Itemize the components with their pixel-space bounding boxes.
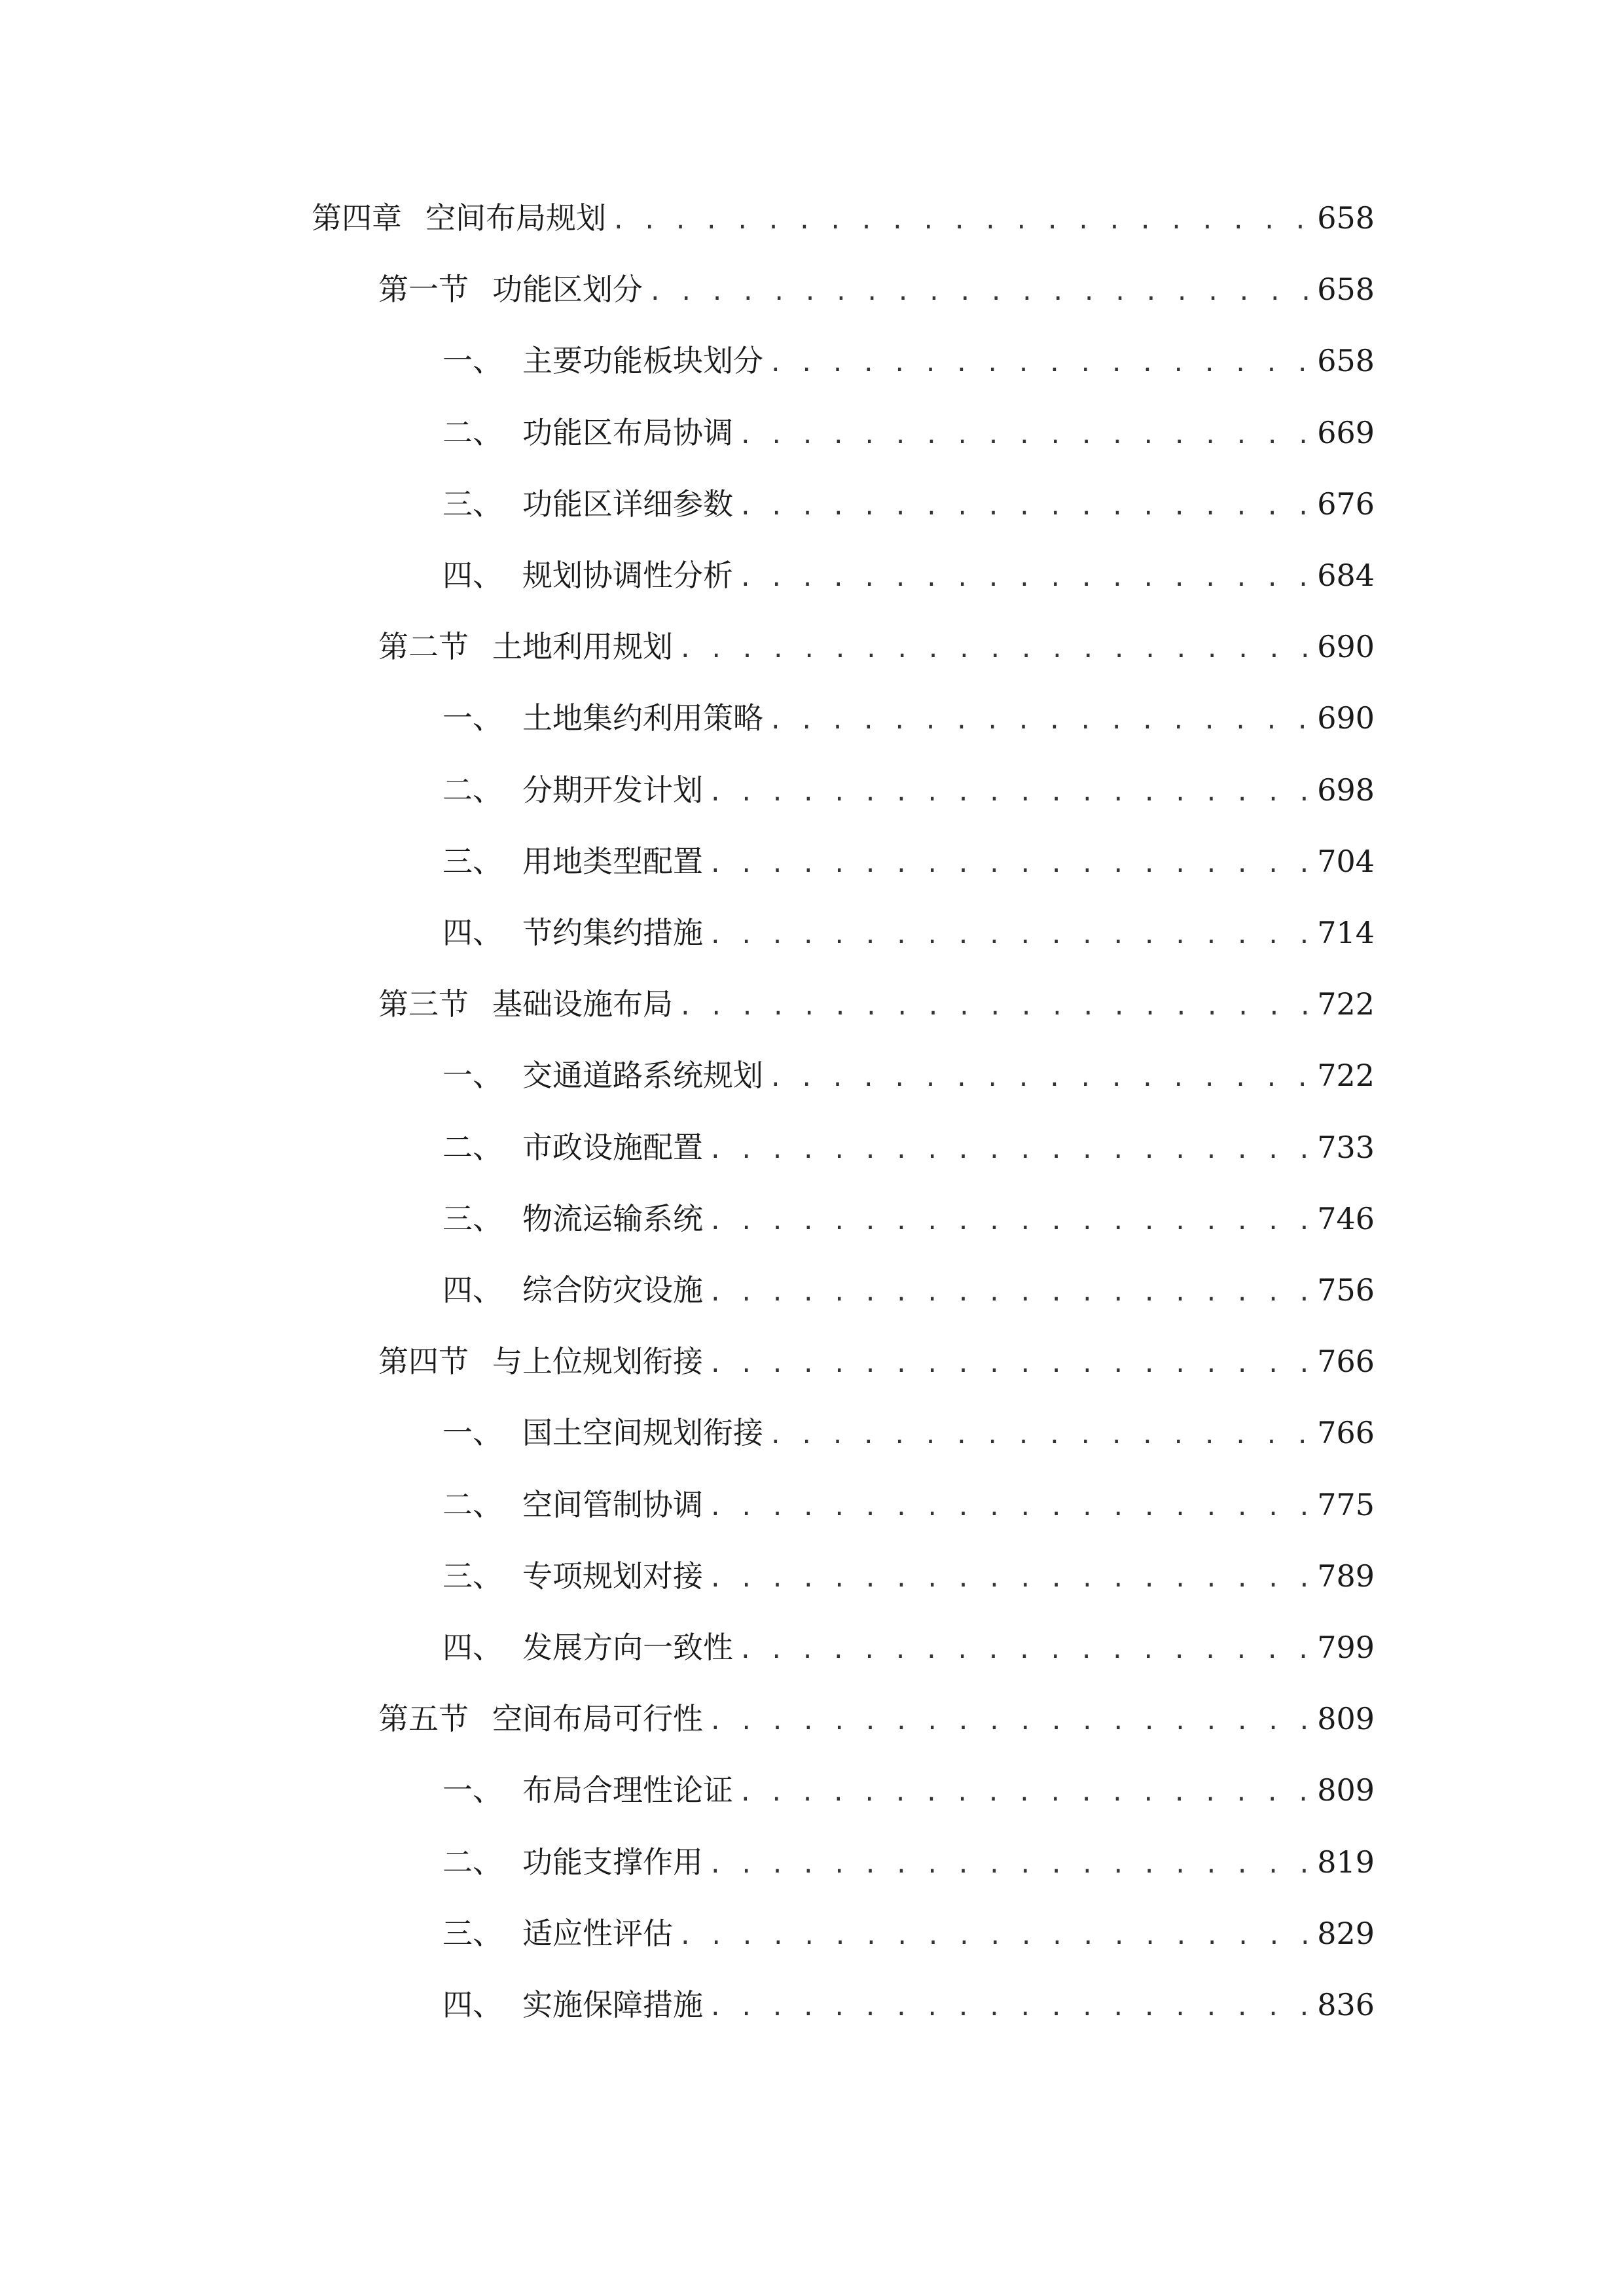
- toc-entry-page-number: 809: [1317, 1772, 1375, 1808]
- toc-entry[interactable]: [442, 1056, 1375, 1095]
- dot-leader: [768, 1416, 1310, 1456]
- toc-entry-number: 三、: [442, 1558, 503, 1594]
- dot-leader: [708, 1202, 1310, 1242]
- toc-entry-page-number: 658: [1317, 343, 1375, 378]
- dot-leader: [708, 1560, 1310, 1599]
- dot-leader: [708, 916, 1310, 956]
- toc-entry[interactable]: [378, 270, 1375, 309]
- toc-entry-title: 节约集约措施: [522, 915, 703, 950]
- toc-entry-title: 专项规划对接: [522, 1558, 703, 1594]
- toc-entry-page-number: 658: [1317, 200, 1375, 236]
- toc-entry-number: 二、: [442, 1130, 503, 1165]
- toc-entry-number: 二、: [442, 415, 503, 450]
- dot-leader: [708, 1488, 1310, 1528]
- dot-leader: [708, 845, 1310, 884]
- toc-entry-page-number: 819: [1317, 1844, 1375, 1880]
- dot-leader: [708, 1702, 1310, 1742]
- toc-entry-page-number: 722: [1317, 986, 1375, 1022]
- toc-entry[interactable]: [378, 1342, 1375, 1381]
- toc-entry-title: 空间管制协调: [522, 1487, 703, 1522]
- dot-leader: [738, 488, 1310, 527]
- toc-entry-title: 规划协调性分析: [522, 558, 733, 593]
- toc-entry-number: 四、: [442, 1272, 503, 1308]
- toc-entry[interactable]: [378, 1699, 1375, 1738]
- toc-entry-page-number: 756: [1317, 1272, 1375, 1308]
- toc-entry-page-number: 658: [1317, 272, 1375, 307]
- toc-entry-title: 空间布局可行性: [492, 1701, 703, 1736]
- toc-entry-page-number: 836: [1317, 1987, 1375, 2022]
- toc-entry-page-number: 704: [1317, 844, 1375, 879]
- toc-entry-number: 一、: [442, 1415, 503, 1450]
- toc-entry-title: 基础设施布局: [492, 986, 673, 1022]
- toc-entry-page-number: 690: [1317, 629, 1375, 664]
- toc-entry-number: 二、: [442, 1844, 503, 1880]
- toc-entry-page-number: 746: [1317, 1201, 1375, 1236]
- toc-entry[interactable]: [378, 984, 1375, 1024]
- dot-leader: [648, 273, 1310, 312]
- dot-leader: [708, 1345, 1310, 1384]
- toc-entry-number: 第四节: [378, 1344, 469, 1379]
- toc-entry-number: 二、: [442, 772, 503, 808]
- toc-entry[interactable]: [442, 1842, 1375, 1882]
- toc-entry-number: 一、: [442, 700, 503, 736]
- toc-entry-page-number: 714: [1317, 915, 1375, 950]
- toc-entry-title: 用地类型配置: [522, 844, 703, 879]
- toc-entry-number: 三、: [442, 844, 503, 879]
- toc-entry-number: 四、: [442, 915, 503, 950]
- toc-entry-page-number: 722: [1317, 1058, 1375, 1093]
- toc-entry-title: 适应性评估: [522, 1916, 673, 1951]
- toc-entry-title: 综合防灾设施: [522, 1272, 703, 1308]
- toc-entry[interactable]: [442, 413, 1375, 452]
- toc-entry-page-number: 789: [1317, 1558, 1375, 1594]
- toc-entry-page-number: 799: [1317, 1630, 1375, 1665]
- toc-entry-page-number: 775: [1317, 1487, 1375, 1522]
- toc-entry[interactable]: [442, 1914, 1375, 1953]
- toc-entry-title: 功能支撑作用: [522, 1844, 703, 1880]
- toc-entry-page-number: 829: [1317, 1916, 1375, 1951]
- toc-entry-page-number: 766: [1317, 1415, 1375, 1450]
- toc-entry-page-number: 809: [1317, 1701, 1375, 1736]
- dot-leader: [768, 1059, 1310, 1098]
- toc-entry-title: 布局合理性论证: [522, 1772, 733, 1808]
- toc-entry-title: 土地利用规划: [492, 629, 673, 664]
- toc-entry-page-number: 669: [1317, 415, 1375, 450]
- toc-entry-number: 三、: [442, 1201, 503, 1236]
- toc-entry-page-number: 684: [1317, 558, 1375, 593]
- toc-entry-number: 第五节: [378, 1701, 469, 1736]
- toc-entry-title: 功能区布局协调: [522, 415, 733, 450]
- toc-entry-page-number: 733: [1317, 1130, 1375, 1165]
- toc-entry-page-number: 766: [1317, 1344, 1375, 1379]
- toc-entry-title: 分期开发计划: [522, 772, 703, 808]
- toc-entry-title: 功能区详细参数: [522, 486, 733, 522]
- toc-entry-number: 一、: [442, 1772, 503, 1808]
- toc-entry-number: 第四章: [312, 200, 402, 236]
- toc-entry-number: 三、: [442, 1916, 503, 1951]
- toc-entry-page-number: 676: [1317, 486, 1375, 522]
- dot-leader: [708, 1846, 1310, 1885]
- toc-entry[interactable]: [442, 913, 1375, 952]
- toc-entry-title: 发展方向一致性: [522, 1630, 733, 1665]
- toc-entry-title: 市政设施配置: [522, 1130, 703, 1165]
- dot-leader: [738, 1631, 1310, 1670]
- toc-entry[interactable]: [442, 1770, 1375, 1810]
- toc-entry-number: 第二节: [378, 629, 469, 664]
- dot-leader: [738, 559, 1310, 598]
- dot-leader: [678, 988, 1310, 1027]
- toc-entry[interactable]: [442, 842, 1375, 881]
- toc-entry-page-number: 690: [1317, 700, 1375, 736]
- dot-leader: [708, 1988, 1310, 2028]
- toc-entry[interactable]: [442, 1199, 1375, 1238]
- dot-leader: [708, 1274, 1310, 1313]
- toc-entry-number: 三、: [442, 486, 503, 522]
- dot-leader: [768, 344, 1310, 384]
- toc-entry-number: 二、: [442, 1487, 503, 1522]
- toc-entry[interactable]: [442, 341, 1375, 380]
- dot-leader: [611, 202, 1310, 241]
- dot-leader: [738, 1774, 1310, 1813]
- toc-entry-number: 第一节: [378, 272, 469, 307]
- toc-entry[interactable]: [442, 556, 1375, 595]
- toc-entry-title: 空间布局规划: [425, 200, 606, 236]
- toc-entry-number: 四、: [442, 558, 503, 593]
- toc-entry[interactable]: [442, 1628, 1375, 1667]
- toc-entry[interactable]: [378, 627, 1375, 666]
- toc-entry-page-number: 698: [1317, 772, 1375, 808]
- dot-leader: [768, 702, 1310, 741]
- toc-entry-title: 实施保障措施: [522, 1987, 703, 2022]
- toc-entry-title: 物流运输系统: [522, 1201, 703, 1236]
- toc-entry-number: 四、: [442, 1987, 503, 2022]
- toc-entry[interactable]: [442, 484, 1375, 524]
- dot-leader: [678, 1917, 1310, 1956]
- dot-leader: [708, 774, 1310, 813]
- dot-leader: [678, 630, 1310, 670]
- toc-entry-title: 国土空间规划衔接: [522, 1415, 763, 1450]
- toc-entry-number: 一、: [442, 343, 503, 378]
- toc-entry-title: 土地集约利用策略: [522, 700, 763, 736]
- toc-entry-title: 与上位规划衔接: [492, 1344, 703, 1379]
- toc-entry[interactable]: [442, 1128, 1375, 1167]
- toc-entry[interactable]: [442, 1556, 1375, 1596]
- toc-entry[interactable]: [442, 1485, 1375, 1524]
- toc-entry[interactable]: [442, 698, 1375, 738]
- toc-entry[interactable]: [442, 1270, 1375, 1310]
- toc-entry[interactable]: [442, 1985, 1375, 2024]
- toc-entry[interactable]: [442, 1413, 1375, 1452]
- dot-leader: [738, 416, 1310, 456]
- toc-entry[interactable]: [312, 198, 1375, 238]
- toc-entry[interactable]: [442, 770, 1375, 810]
- toc-entry-title: 功能区划分: [492, 272, 643, 307]
- toc-entry-number: 四、: [442, 1630, 503, 1665]
- toc-entry-title: 主要功能板块划分: [522, 343, 763, 378]
- toc-entry-number: 一、: [442, 1058, 503, 1093]
- toc-entry-number: 第三节: [378, 986, 469, 1022]
- toc-entry-title: 交通道路系统规划: [522, 1058, 763, 1093]
- dot-leader: [708, 1131, 1310, 1170]
